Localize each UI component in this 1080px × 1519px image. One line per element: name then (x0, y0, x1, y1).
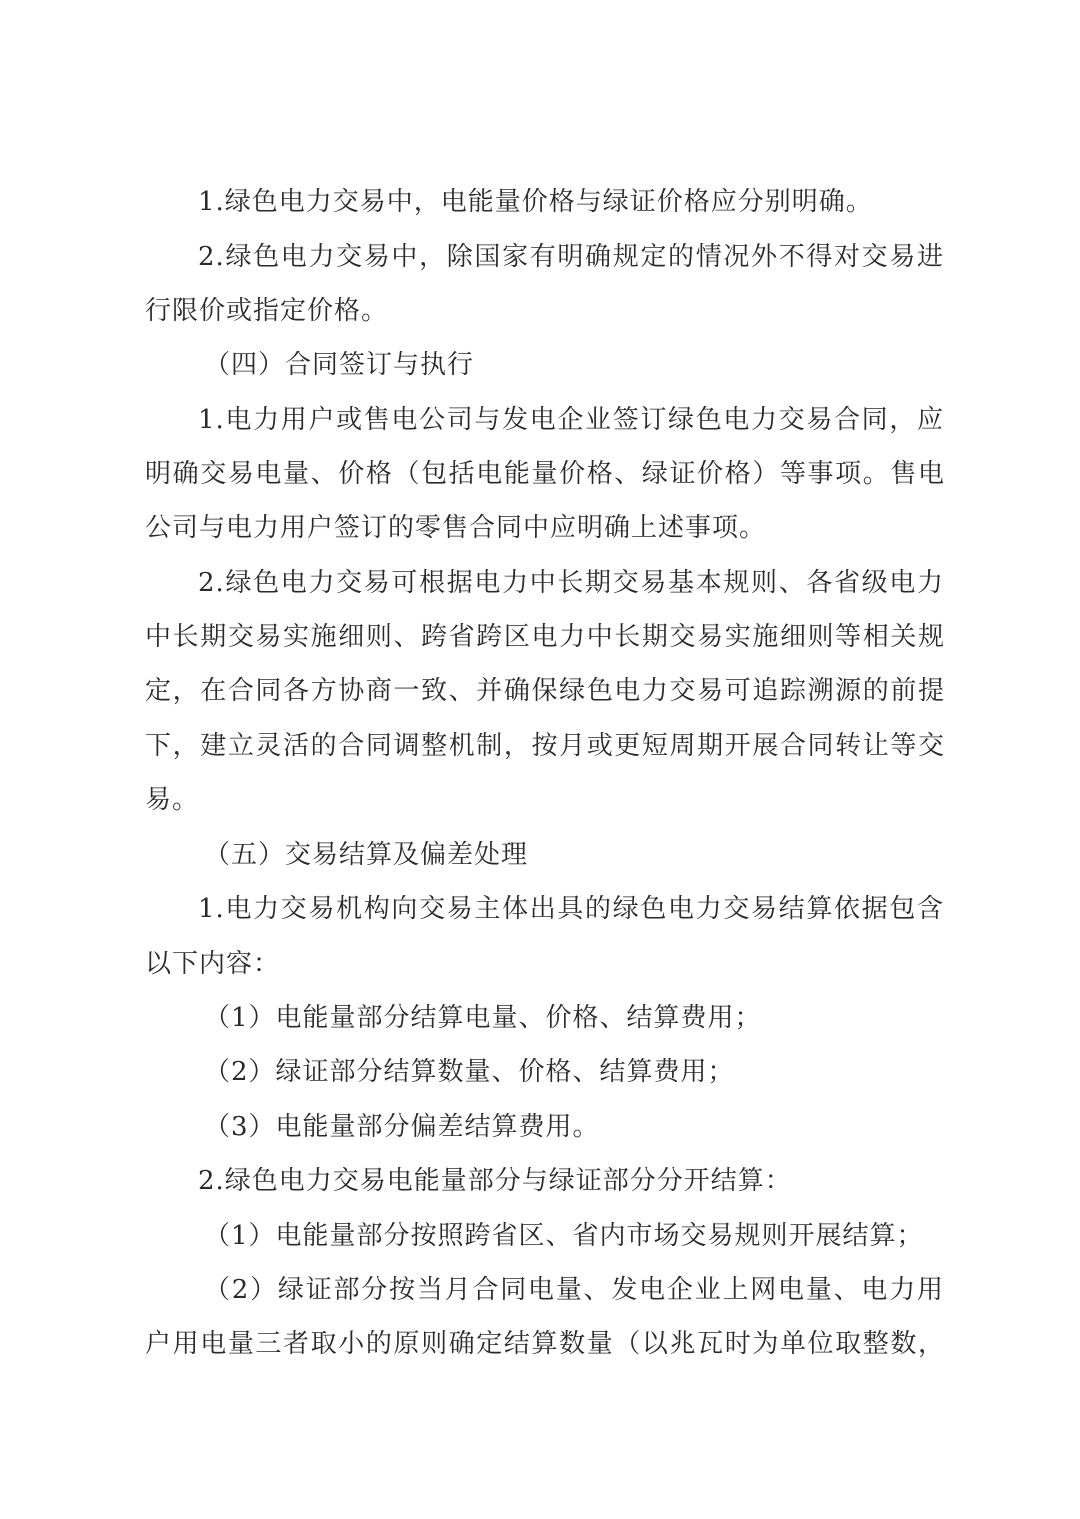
paragraph-line: 明确交易电量、价格（包括电能量价格、绿证价格）等事项。售电 (145, 459, 945, 489)
paragraph-line: 行限价或指定价格。 (145, 296, 389, 326)
paragraph-line: 中长期交易实施细则、跨省跨区电力中长期交易实施细则等相关规 (145, 622, 945, 652)
list-item: （3）电能量部分偏差结算费用。 (204, 1112, 600, 1142)
paragraph-line: 2.绿色电力交易可根据电力中长期交易基本规则、各省级电力 (198, 568, 944, 598)
paragraph-line: 公司与电力用户签订的零售合同中应明确上述事项。 (145, 513, 767, 543)
paragraph-line: 2.绿色电力交易电能量部分与绿证部分分开结算： (198, 1166, 792, 1196)
paragraph-line: 易。 (145, 785, 200, 815)
paragraph-line: 户用电量三者取小的原则确定结算数量（以兆瓦时为单位取整数， (145, 1329, 945, 1359)
paragraph-line: 下，建立灵活的合同调整机制，按月或更短周期开展合同转让等交 (145, 731, 945, 761)
paragraph-line: 定，在合同各方协商一致、并确保绿色电力交易可追踪溯源的前提 (145, 676, 945, 706)
paragraph-line: 2.绿色电力交易中，除国家有明确规定的情况外不得对交易进 (198, 242, 944, 272)
section-heading: （五）交易结算及偏差处理 (204, 840, 529, 870)
paragraph-line: 1.电力交易机构向交易主体出具的绿色电力交易结算依据包含 (198, 894, 944, 924)
list-item: （2）绿证部分按当月合同电量、发电企业上网电量、电力用 (204, 1275, 944, 1305)
list-item: （1）电能量部分按照跨省区、省内市场交易规则开展结算； (204, 1221, 924, 1251)
section-heading: （四）合同签订与执行 (204, 350, 475, 380)
list-item: （2）绿证部分结算数量、价格、结算费用； (204, 1057, 735, 1087)
list-item: （1）电能量部分结算电量、价格、结算费用； (204, 1003, 762, 1033)
paragraph-line: 1.电力用户或售电公司与发电企业签订绿色电力交易合同，应 (198, 405, 944, 435)
paragraph-line: 以下内容： (145, 949, 281, 979)
paragraph-line: 1.绿色电力交易中，电能量价格与绿证价格应分别明确。 (198, 187, 873, 217)
